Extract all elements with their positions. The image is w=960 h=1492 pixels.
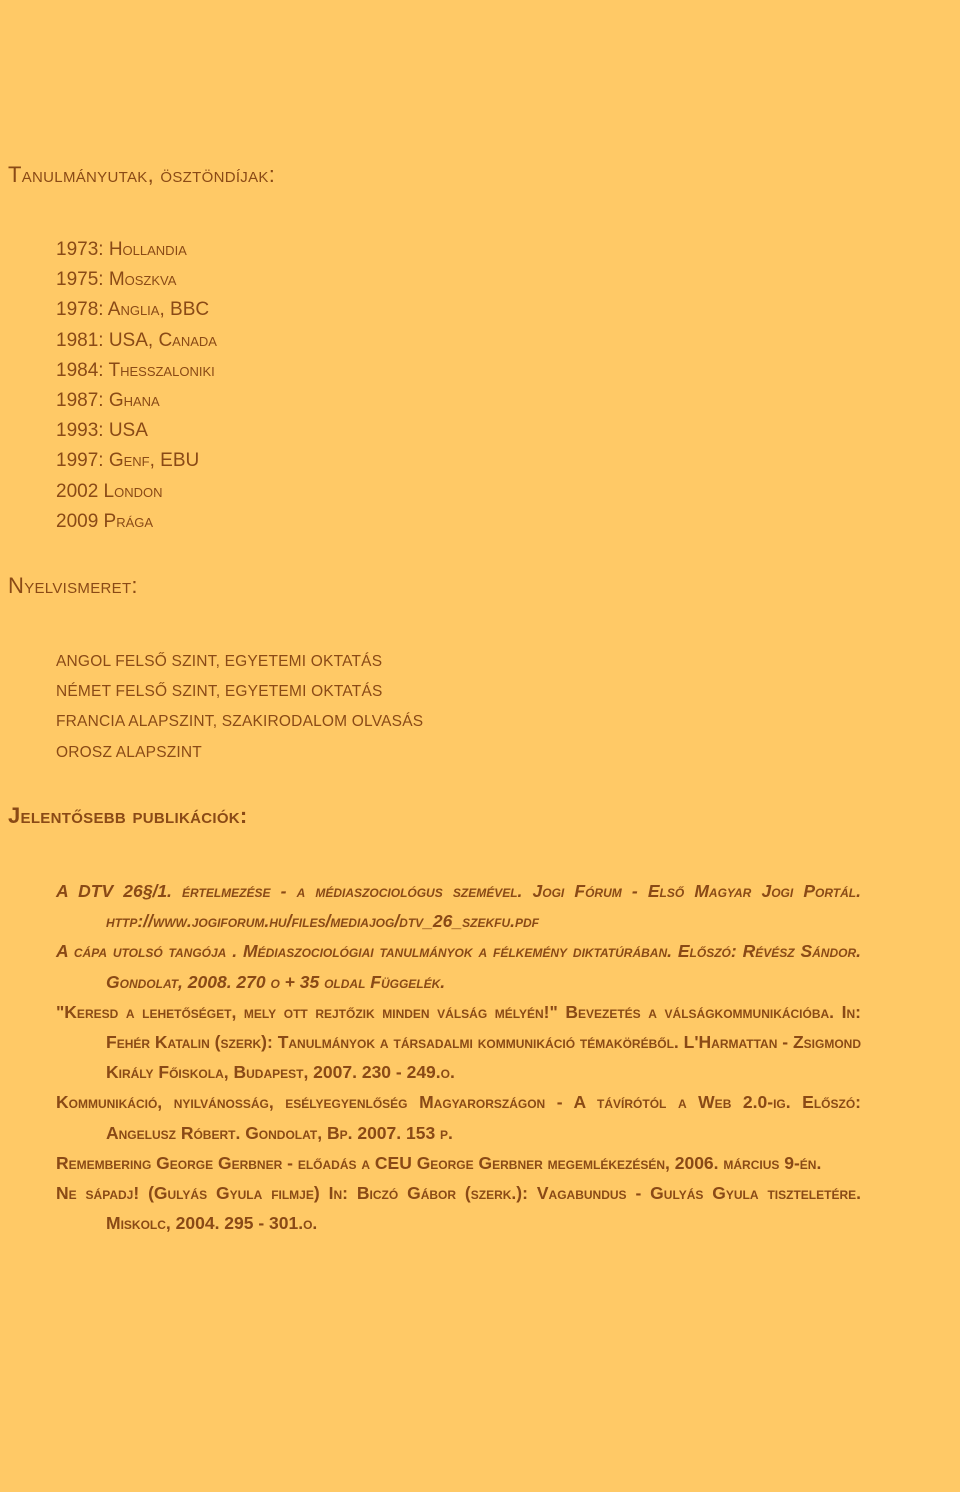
studies-heading: Tanulmányutak, ösztöndíjak: [8,162,276,187]
language-item: FRANCIA ALAPSZINT, SZAKIRODALOM OLVASÁS [56,713,424,731]
language-item: NÉMET FELSŐ SZINT, EGYETEMI OKTATÁS [56,683,383,701]
study-item: 1997: Genf, EBU [56,450,200,472]
study-item: 1978: Anglia, BBC [56,299,210,321]
study-item: 2009 Prága [56,510,154,532]
publication-item: Ne sápadj! (Gulyás Gyula filmje) In: Biczó Gábor (szerk.): Vagabundus - Gulyás Gyula tiszteletére. Miskolc, 2004. 295 - 301.o. [56,1183,861,1234]
publication-item: Kommunikáció, nyilvánosság, esélyegyenlőség Magyarországon - A távírótól a Web 2.0-ig. Előszó: Angelusz Róbert. Gondolat, Bp. 2007. 153 p. [56,1092,861,1143]
study-item: 1981: USA, Canada [56,329,217,351]
study-item: 1984: Thesszaloniki [56,359,215,381]
publications-list [56,876,861,1238]
language-item: OROSZ ALAPSZINT [56,743,202,761]
publication-item: A DTV 26§/1. értelmezése - a médiaszociológus szemével. Jogi Fórum - Első Magyar Jogi Portál. http://www.jogiforum.hu/files/mediajog/dtv_26_szekfu.pdf [56,881,861,932]
study-item: 1973: Hollandia [56,239,187,260]
publication-item: Remembering George Gerbner - előadás a CEU George Gerbner megemlékezésén, 2006. március 9-én. [56,1152,822,1173]
language-item: ANGOL FELSŐ SZINT, EGYETEMI OKTATÁS [56,653,383,670]
publications-heading: Jelentősebb publikációk: [8,803,248,828]
studies-list [56,235,217,537]
study-item: 1993: USA [56,420,148,442]
publication-item: "Keresd a lehetőséget, mely ott rejtőzik minden válság mélyén!" Bevezetés a válságkommunikációba. In: Fehér Katalin (szerk): Tanulmányok a társadalmi kommunikáció témaköréből. L'Harmattan - Zsigmond Király Főiskola, Budapest, 2007. 230 - 249.o. [56,1001,861,1083]
study-item: 2002 London [56,480,163,502]
study-item: 1987: Ghana [56,389,160,411]
publication-item: A cápa utolsó tangója . Médiaszociológiai tanulmányok a félkemény diktatúrában. Előszó: Révész Sándor. Gondolat, 2008. 270 o + 35 oldal Függelék. [56,941,861,992]
languages-list [56,647,423,768]
languages-heading: Nyelvismeret: [8,573,138,598]
study-item: 1975: Moszkva [56,269,177,291]
